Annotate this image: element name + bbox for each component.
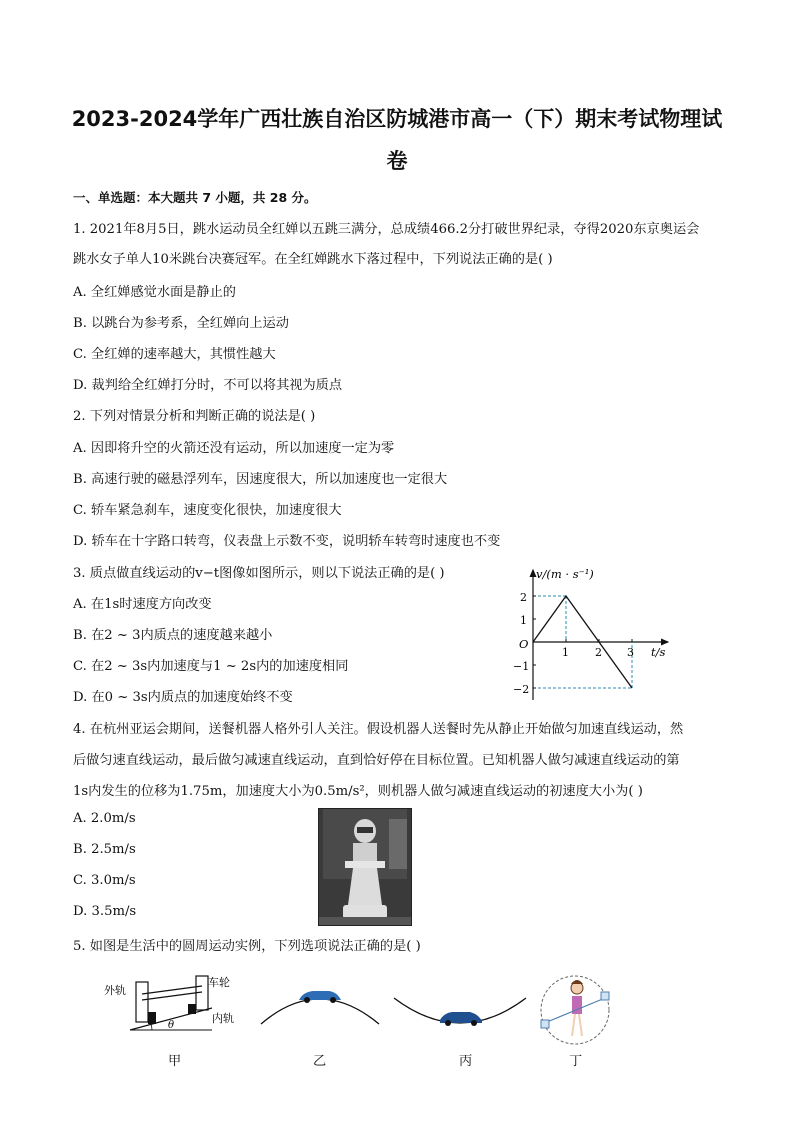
car-wheel-icon xyxy=(304,997,310,1003)
x-tick-3: 3 xyxy=(627,646,634,659)
origin-label: O xyxy=(519,637,529,651)
q4-stem-line3: 1s内发生的位移为1.75m，加速度大小为0.5m/s²，则机器人做匀减速直线运动的初速度大小为( ) xyxy=(73,784,643,799)
q2-option-b: B. 高速行驶的磁悬浮列车，因速度很大，所以加速度也一定很大 xyxy=(73,472,448,487)
figure-jia-rail xyxy=(100,968,250,1058)
q3-option-d: D. 在0 ~ 3s内质点的加速度始终不变 xyxy=(73,690,293,705)
q1-option-d: D. 裁判给全红婵打分时，不可以将其视为质点 xyxy=(73,378,343,393)
q4-option-a: A. 2.0m/s xyxy=(73,811,136,826)
q4-option-b: B. 2.5m/s xyxy=(73,842,136,857)
y-tick-1: 1 xyxy=(520,614,527,627)
q1-stem-line1: 1. 2021年8月5日，跳水运动员全红婵以五跳三满分，总成绩466.2分打破世界纪录，夺得2020东京奥运会 xyxy=(73,222,700,237)
x-tick-1: 1 xyxy=(562,646,569,659)
q2-option-d: D. 轿车在十字路口转弯，仪表盘上示数不变，说明轿车转弯时速度也不变 xyxy=(73,534,501,549)
section-heading: 一、单选题：本大题共 7 小题，共 28 分。 xyxy=(73,190,317,205)
q3-option-b: B. 在2 ~ 3内质点的速度越来越小 xyxy=(73,628,273,643)
paper-title-line2: 卷 xyxy=(386,149,408,173)
q4-stem-line1: 4. 在杭州亚运会期间，送餐机器人格外引人关注。假设机器人送餐时先从静止开始做匀加速直线运动，然 xyxy=(73,722,684,737)
fig-label-jia: 甲 xyxy=(168,1054,182,1069)
y-tick-neg1: −1 xyxy=(513,660,530,673)
y-tick-2: 2 xyxy=(520,591,527,604)
q1-option-c: C. 全红婵的速率越大，其惯性越大 xyxy=(73,347,276,362)
label-inner-rail: 内轨 xyxy=(212,1012,234,1025)
vt-graph xyxy=(500,560,685,710)
paper-title-line1: 2023-2024学年广西壮族自治区防城港市高一（下）期末考试物理试 xyxy=(71,107,723,131)
x-axis-label: t/s xyxy=(651,645,666,659)
q4-option-c: C. 3.0m/s xyxy=(73,873,136,888)
y-axis-label: v/(m · s⁻¹) xyxy=(536,567,594,581)
q4-stem-line2: 后做匀速直线运动，最后做匀减速直线运动，直到恰好停在目标位置。已知机器人做匀减速直线运动的第 xyxy=(73,753,680,768)
q1-option-b: B. 以跳台为参考系，全红婵向上运动 xyxy=(73,316,289,331)
q2-stem: 2. 下列对情景分析和判断正确的说法是( ) xyxy=(73,409,316,424)
q1-stem-line2: 跳水女子单人10米跳台决赛冠军。在全红婵跳水下落过程中，下列说法正确的是( ) xyxy=(73,252,553,267)
q1-option-a: A. 全红婵感觉水面是静止的 xyxy=(73,285,236,300)
fig-label-bing: 丙 xyxy=(459,1054,473,1069)
q4-option-d: D. 3.5m/s xyxy=(73,904,137,919)
x-tick-2: 2 xyxy=(595,646,602,659)
q3-option-c: C. 在2 ~ 3s内加速度与1 ~ 2s内的加速度相同 xyxy=(73,659,349,674)
q3-stem: 3. 质点做直线运动的v−t图像如图所示，则以下说法正确的是( ) xyxy=(73,566,445,581)
q3-option-a: A. 在1s时速度方向改变 xyxy=(73,597,212,612)
fig-label-ding: 丁 xyxy=(569,1054,583,1069)
q2-option-a: A. 因即将升空的火箭还没有运动，所以加速度一定为零 xyxy=(73,441,395,456)
y-tick-neg2: −2 xyxy=(513,683,530,696)
fig-label-yi: 乙 xyxy=(313,1054,327,1069)
label-theta: θ xyxy=(168,1020,175,1031)
robot-photo xyxy=(318,808,412,926)
q5-stem: 5. 如图是生活中的圆周运动实例，下列选项说法正确的是( ) xyxy=(73,939,421,954)
figure-bing-dip xyxy=(390,992,530,1042)
label-wheel: 车轮 xyxy=(208,976,230,989)
figure-yi-hump xyxy=(255,972,385,1032)
label-outer-rail: 外轨 xyxy=(104,984,126,997)
q2-option-c: C. 轿车紧急刹车，速度变化很快，加速度很大 xyxy=(73,503,342,518)
figure-ding-person xyxy=(535,970,615,1050)
